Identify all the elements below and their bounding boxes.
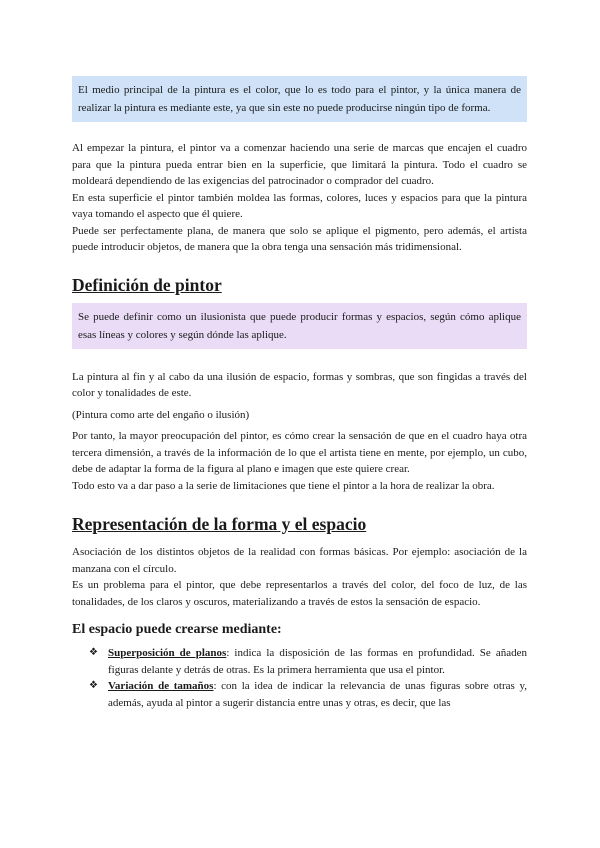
- diamond-bullet-icon: ❖: [89, 680, 98, 691]
- list-item-term: Variación de tamaños: [108, 680, 214, 692]
- paragraph: Asociación de los distintos objetos de la realidad con formas básicas. Por ejemplo: asociación de la manzana con el círculo.: [72, 546, 527, 575]
- list-item-text: : con la idea de indicar la relevancia de unas figuras sobre otras y, además, ayuda al pintor a sugerir distancia entre unas y otras, es decir, que las: [108, 680, 527, 709]
- paragraph: Es un problema para el pintor, que debe representarlos a través del color, del foco de luz, de las tonalidades, de los claros y oscuros, materializando a través de estos la sensación de espacio.: [72, 579, 527, 608]
- paragraph: Puede ser perfectamente plana, de manera que solo se aplique el pigmento, pero además, el artista puede introducir objetos, de manera que la obra tenga una sensación más tridimensional.: [72, 224, 527, 253]
- paragraph: Todo esto va a dar paso a la serie de limitaciones que tiene el pintor a la hora de realizar la obra.: [72, 479, 495, 492]
- page-content: [72, 72, 527, 711]
- paragraph: Al empezar la pintura, el pintor va a comenzar haciendo una serie de marcas que encajen el cuadro para que la pintura pueda entrar bien en la superficie, que limitará la pintura. Todo el cuadro se moldeará dependiendo de las exigencias del patrocinador o comprador del cuadro.: [72, 142, 527, 187]
- section-heading-forma-espacio: Representación de la forma y el espacio: [72, 514, 367, 534]
- section-heading-pintor: Definición de pintor: [72, 274, 222, 295]
- intro-text: [72, 140, 527, 256]
- list-item: [72, 678, 527, 711]
- section2-text: [72, 544, 527, 610]
- list-item-term: Superposición de planos: [108, 647, 227, 659]
- section1-text: [72, 369, 527, 495]
- subheading-espacio: El espacio puede crearse mediante:: [72, 622, 282, 637]
- paragraph: (Pintura como arte del engaño o ilusión): [72, 408, 250, 421]
- list-item-text: : indica la disposición de las formas en profundidad. Se añaden figuras delante y detrás de otras. Es la primera herramienta que usa el pintor.: [108, 647, 527, 676]
- paragraph: En esta superficie el pintor también moldea las formas, colores, luces y espacios para que la pintura vaya tomando el aspecto que él quiere.: [72, 191, 527, 220]
- paragraph: La pintura al fin y al cabo da una ilusión de espacio, formas y sombras, que son fingidas a través del color y tonalidades de este.: [72, 370, 527, 399]
- diamond-bullet-icon: ❖: [89, 647, 98, 658]
- intro-callout: El medio principal de la pintura es el color, que lo es todo para el pintor, y la única manera de realizar la pintura es mediante este, ya que sin este no puede producirse ningún tipo de forma.: [72, 76, 527, 122]
- space-techniques-list: [72, 645, 527, 711]
- paragraph: Por tanto, la mayor preocupación del pintor, es cómo crear la sensación de que en el cuadro haya otra tercera dimensión, a través de la información de lo que el artista tiene en mente, por ejemplo, un cubo, debe de adaptar la forma de la figura al plano e imagen que este quiere crear.: [72, 430, 527, 475]
- list-item: [72, 645, 527, 678]
- definition-callout: Se puede definir como un ilusionista que puede producir formas y espacios, según cómo aplique esas líneas y colores y según dónde las aplique.: [72, 303, 527, 349]
